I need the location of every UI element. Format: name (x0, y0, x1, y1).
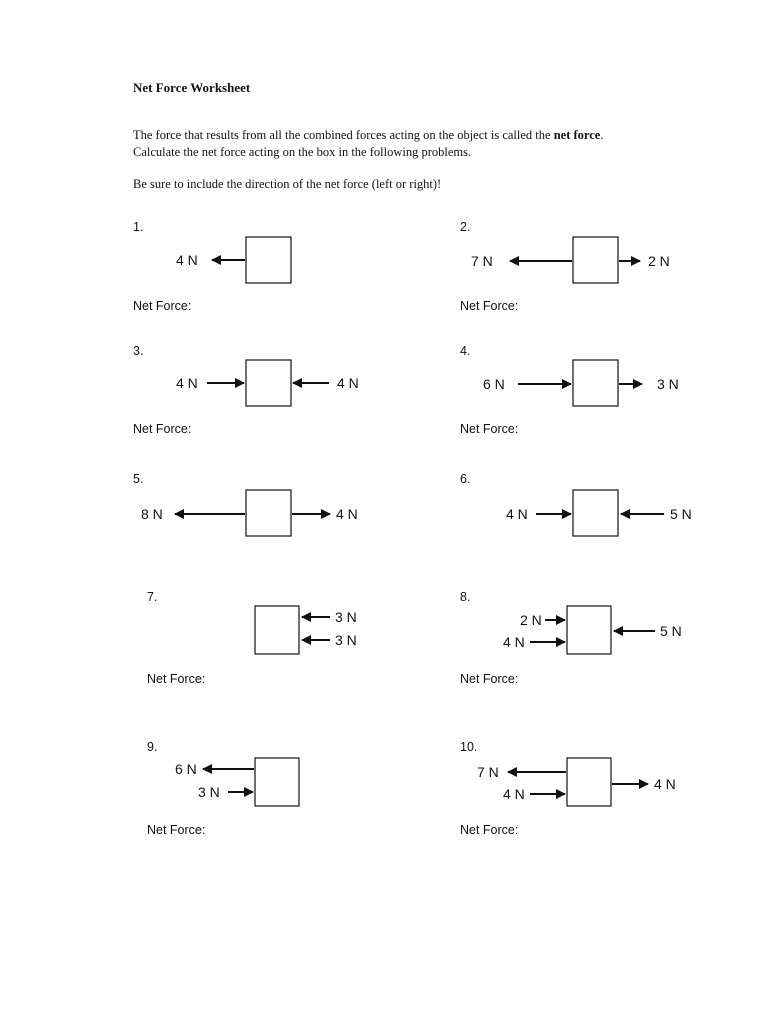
problem-3-force-left-label: 4 N (176, 375, 198, 391)
direction-note: Be sure to include the direction of the net force (left or right)! (133, 177, 442, 191)
problem-2-box (573, 237, 618, 283)
problem-10-box (567, 758, 611, 806)
problem-2-net-force-label: Net Force: (460, 299, 519, 313)
problem-7-net-force-label: Net Force: (147, 672, 206, 686)
problem-5-number: 5. (133, 472, 144, 486)
problem-1-net-force-label: Net Force: (133, 299, 192, 313)
problem-9-number: 9. (147, 740, 158, 754)
problem-8-net-force-label: Net Force: (460, 672, 519, 686)
problem-10-force-bottom-label: 4 N (503, 786, 525, 802)
intro-bold-force: force (573, 128, 601, 142)
problem-8-force-bottom-label: 4 N (503, 634, 525, 650)
problem-9-force-top-label: 6 N (175, 761, 197, 777)
problem-6-force-left-label: 4 N (506, 506, 528, 522)
problem-4-number: 4. (460, 344, 471, 358)
problem-7-force-bottom-label: 3 N (335, 632, 357, 648)
problem-1-number: 1. (133, 220, 144, 234)
problem-8-force-top-label: 2 N (520, 612, 542, 628)
problem-5-force-right-label: 4 N (336, 506, 358, 522)
problem-3-number: 3. (133, 344, 144, 358)
problem-1-box (246, 237, 291, 283)
problem-1-force-label: 4 N (176, 252, 198, 268)
problem-7-box (255, 606, 299, 654)
problem-2-force-right-label: 2 N (648, 253, 670, 269)
problem-9-force-bottom-label: 3 N (198, 784, 220, 800)
problem-3-box (246, 360, 291, 406)
problem-8-force-right-label: 5 N (660, 623, 682, 639)
problem-4-force-right-label: 3 N (657, 376, 679, 392)
problem-4-box (573, 360, 618, 406)
problem-6-box (573, 490, 618, 536)
problem-6-force-right-label: 5 N (670, 506, 692, 522)
problem-8-box (567, 606, 611, 654)
problem-3-net-force-label: Net Force: (133, 422, 192, 436)
problem-7-force-top-label: 3 N (335, 609, 357, 625)
problem-10-force-top-label: 7 N (477, 764, 499, 780)
intro-bold-net: net (553, 128, 571, 142)
problem-10-force-right-label: 4 N (654, 776, 676, 792)
problem-5-box (246, 490, 291, 536)
problem-3-force-right-label: 4 N (337, 375, 359, 391)
problem-9-net-force-label: Net Force: (147, 823, 206, 837)
page-title: Net Force Worksheet (133, 80, 251, 95)
intro-text-1: The force that results from all the combined forces acting on the object is called the (133, 128, 554, 142)
intro-text-2: . Calculate the net force acting on the box in the following problems. (133, 128, 604, 159)
problem-2-number: 2. (460, 220, 471, 234)
problem-5-force-left-label: 8 N (141, 506, 163, 522)
problem-10-net-force-label: Net Force: (460, 823, 519, 837)
problem-6-number: 6. (460, 472, 471, 486)
problem-10-number: 10. (460, 740, 478, 754)
problem-2-force-left-label: 7 N (471, 253, 493, 269)
problem-8-number: 8. (460, 590, 471, 604)
problem-9-box (255, 758, 299, 806)
problem-4-force-left-label: 6 N (483, 376, 505, 392)
problem-4-net-force-label: Net Force: (460, 422, 519, 436)
problem-7-number: 7. (147, 590, 158, 604)
